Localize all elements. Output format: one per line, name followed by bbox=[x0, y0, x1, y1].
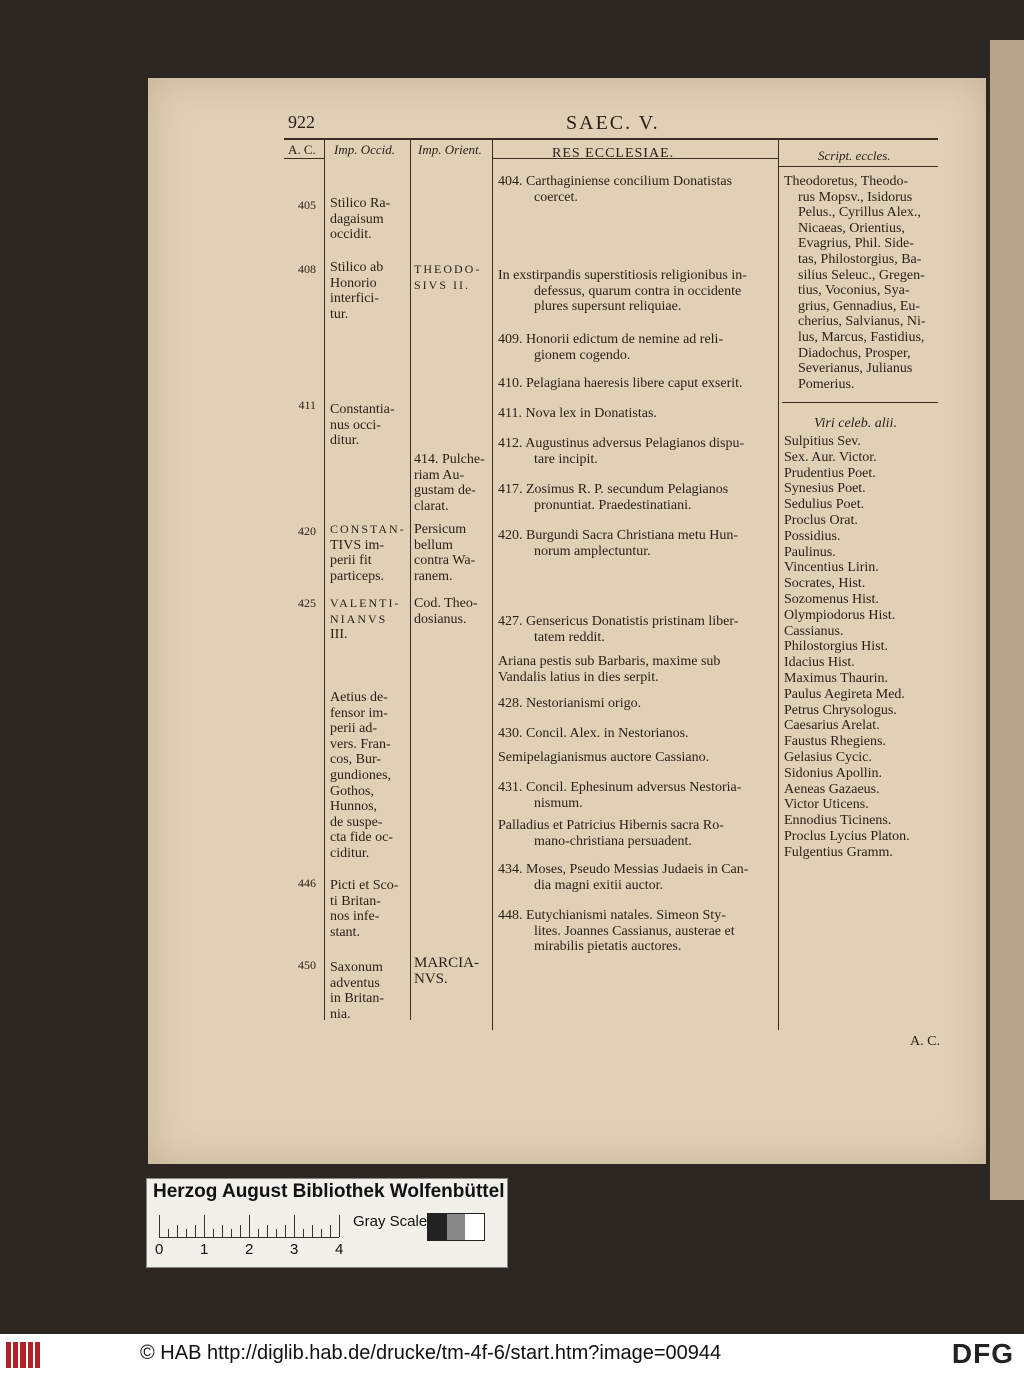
line: lus, Marcus, Fastidius, bbox=[798, 329, 925, 345]
ruler-tick bbox=[222, 1225, 223, 1237]
line: Victor Uticens. bbox=[784, 797, 869, 813]
dfg-logo-icon: DFG bbox=[951, 1338, 1014, 1369]
orient-420 bbox=[414, 522, 494, 584]
line: de suspe- bbox=[330, 814, 383, 830]
line: defessus, quarum contra in occidente bbox=[534, 283, 742, 299]
res-408 bbox=[498, 268, 778, 315]
occid-411 bbox=[330, 402, 410, 449]
line: cos, Bur- bbox=[330, 752, 382, 768]
ruler-tick bbox=[213, 1229, 214, 1237]
ruler-tick bbox=[294, 1215, 295, 1237]
line: dosianus. bbox=[414, 611, 467, 627]
line: Olympiodorus Hist. bbox=[784, 607, 896, 623]
viri-list bbox=[784, 434, 954, 861]
line: 420. Burgundi Sacra Christiana metu Hun- bbox=[498, 528, 739, 543]
line: ti Britan- bbox=[330, 893, 381, 909]
occid-408 bbox=[330, 260, 410, 322]
line: Stilico ab bbox=[330, 260, 384, 275]
line: Sidonius Apollin. bbox=[784, 765, 883, 781]
logo-bar bbox=[28, 1342, 33, 1368]
line: NVS. bbox=[414, 970, 448, 987]
line: Aetius de- bbox=[330, 690, 388, 705]
line: tas, Philostorgius, Ba- bbox=[798, 251, 922, 267]
year-450: 450 bbox=[298, 958, 316, 972]
ruler-number: 3 bbox=[290, 1241, 299, 1258]
line: 428. Nestorianismi origo. bbox=[498, 696, 642, 711]
line: Picti et Sco- bbox=[330, 878, 399, 893]
line: dagaisum bbox=[330, 211, 384, 227]
ruler-tick bbox=[258, 1229, 259, 1237]
line: 448. Eutychianismi natales. Simeon Sty- bbox=[498, 908, 726, 923]
year-446: 446 bbox=[298, 876, 316, 890]
line: mano-christiana persuadent. bbox=[534, 833, 692, 849]
line: Sedulius Poet. bbox=[784, 497, 865, 513]
occid-aetius bbox=[330, 690, 410, 862]
line: ranem. bbox=[414, 568, 453, 584]
line: Diadochus, Prosper, bbox=[798, 345, 911, 361]
adjacent-page-edge bbox=[990, 40, 1024, 1200]
column-rule-2 bbox=[410, 140, 411, 1020]
occid-420 bbox=[330, 522, 410, 584]
line: Constantia- bbox=[330, 402, 395, 417]
line: bellum bbox=[414, 537, 453, 553]
res-448 bbox=[498, 908, 778, 955]
line: clarat. bbox=[414, 498, 449, 514]
col-head-script: Script. eccles. bbox=[818, 148, 891, 163]
ruler-tick bbox=[159, 1215, 160, 1237]
ruler-number: 4 bbox=[335, 1241, 344, 1258]
ruler-tick bbox=[285, 1225, 286, 1237]
line: Evagrius, Phil. Side- bbox=[798, 236, 914, 252]
ruler-tick bbox=[339, 1215, 340, 1237]
line: grius, Gennadius, Eu- bbox=[798, 298, 921, 314]
ruler-tick bbox=[204, 1215, 205, 1237]
footer-bar bbox=[0, 1334, 1024, 1374]
ruler-tick bbox=[186, 1229, 187, 1237]
occid-405 bbox=[330, 196, 410, 243]
col-head-occid: Imp. Occid. bbox=[334, 142, 396, 157]
line: Socrates, Hist. bbox=[784, 576, 866, 592]
ruler-tick bbox=[195, 1225, 196, 1237]
res-434 bbox=[498, 862, 778, 893]
line: tur. bbox=[330, 306, 349, 322]
gray-patches bbox=[427, 1213, 485, 1241]
hab-logo-icon bbox=[6, 1342, 40, 1368]
ruler-tick bbox=[303, 1229, 304, 1237]
line: coercet. bbox=[534, 189, 578, 205]
line: perii fit bbox=[330, 553, 372, 569]
line: Gothos, bbox=[330, 783, 374, 799]
line: riam Au- bbox=[414, 467, 465, 483]
line: TIVS im- bbox=[330, 537, 385, 553]
ruler-number: 0 bbox=[155, 1241, 164, 1258]
orient-425 bbox=[414, 596, 494, 627]
line: SIVS II. bbox=[414, 277, 471, 292]
line: gustam de- bbox=[414, 483, 476, 499]
res-ariana bbox=[498, 654, 778, 685]
catchword: A. C. bbox=[910, 1034, 940, 1049]
res-428 bbox=[498, 696, 778, 712]
line: Petrus Chrysologus. bbox=[784, 702, 897, 718]
res-417 bbox=[498, 482, 778, 513]
line: Gelasius Cycic. bbox=[784, 749, 872, 765]
line: Vincentius Lirin. bbox=[784, 560, 879, 576]
line: Honorio bbox=[330, 275, 377, 291]
scriptores-list bbox=[784, 174, 944, 392]
line: 430. Concil. Alex. in Nestorianos. bbox=[498, 726, 689, 741]
line: Stilico Ra- bbox=[330, 196, 391, 211]
line: 409. Honorii edictum de nemine ad reli- bbox=[498, 332, 724, 347]
line: pronuntiat. Praedestinatiani. bbox=[534, 497, 692, 513]
line: Pelus., Cyrillus Alex., bbox=[798, 205, 921, 221]
line: nus occi- bbox=[330, 417, 381, 433]
ruler-tick bbox=[267, 1225, 268, 1237]
column-rule-1 bbox=[324, 140, 325, 1020]
res-404 bbox=[498, 174, 778, 205]
header-rule bbox=[284, 138, 938, 140]
orient-450 bbox=[414, 956, 494, 987]
year-405: 405 bbox=[298, 198, 316, 212]
line: Proclus Orat. bbox=[784, 512, 858, 528]
line: perii ad- bbox=[330, 721, 378, 737]
res-427 bbox=[498, 614, 778, 645]
line: cherius, Salvianus, Ni- bbox=[798, 314, 926, 330]
line: Cassianus. bbox=[784, 623, 844, 639]
line: Possidius. bbox=[784, 528, 841, 544]
ac-head-rule bbox=[284, 158, 324, 159]
line: THEODO- bbox=[414, 262, 482, 276]
line: silius Seleuc., Gregen- bbox=[798, 267, 925, 283]
res-410 bbox=[498, 376, 782, 392]
ruler-tick bbox=[168, 1229, 169, 1237]
res-409 bbox=[498, 332, 778, 363]
ruler-tick bbox=[312, 1225, 313, 1237]
line: mirabilis pietatis auctores. bbox=[534, 939, 682, 955]
gray-patch-black bbox=[428, 1214, 447, 1240]
res-palladius bbox=[498, 818, 778, 849]
res-420 bbox=[498, 528, 778, 559]
source-link[interactable]: © HAB http://diglib.hab.de/drucke/tm-4f-6/start.htm?image=00944 bbox=[140, 1342, 722, 1364]
line: 404. Carthaginiense concilium Donatistas bbox=[498, 174, 733, 189]
line: Synesius Poet. bbox=[784, 481, 866, 497]
line: Pomerius. bbox=[798, 376, 855, 392]
res-412 bbox=[498, 436, 778, 467]
line: Palladius et Patricius Hibernis sacra Ro- bbox=[498, 818, 724, 833]
line: fensor im- bbox=[330, 705, 388, 721]
line: cta fide oc- bbox=[330, 830, 393, 846]
occid-450 bbox=[330, 960, 410, 1022]
logo-bar bbox=[13, 1342, 18, 1368]
line: VALENTI- bbox=[330, 596, 401, 610]
line: Philostorgius Hist. bbox=[784, 639, 888, 655]
ruler-tick bbox=[321, 1229, 322, 1237]
line: norum amplectuntur. bbox=[534, 543, 651, 559]
line: 411. Nova lex in Donatistas. bbox=[498, 406, 657, 421]
library-name: Herzog August Bibliothek Wolfenbüttel bbox=[153, 1181, 505, 1202]
line: Idacius Hist. bbox=[784, 655, 855, 671]
gray-scale-target bbox=[146, 1178, 508, 1268]
line: Maximus Thaurin. bbox=[784, 670, 888, 686]
ruler-numbers bbox=[155, 1241, 380, 1258]
year-408: 408 bbox=[298, 262, 316, 276]
orient-408 bbox=[414, 262, 494, 293]
line: 410. Pelagiana haeresis libere caput exserit. bbox=[498, 376, 743, 391]
line: nia. bbox=[330, 1006, 351, 1022]
col-head-res: RES ECCLESIAE. bbox=[552, 146, 675, 161]
res-430 bbox=[498, 726, 778, 742]
page-number: 922 bbox=[288, 112, 315, 132]
line: Ariana pestis sub Barbaris, maxime sub bbox=[498, 654, 721, 669]
res-431 bbox=[498, 780, 778, 811]
line: Saxonum bbox=[330, 960, 383, 975]
line: Hunnos, bbox=[330, 799, 378, 815]
line: 417. Zosimus R. P. secundum Pelagianos bbox=[498, 482, 729, 497]
res-semipelagianismus bbox=[498, 750, 778, 766]
line: Sozomenus Hist. bbox=[784, 591, 879, 607]
line: In exstirpandis superstitiosis religionibus in- bbox=[498, 268, 747, 283]
year-420: 420 bbox=[298, 524, 316, 538]
year-425: 425 bbox=[298, 596, 316, 610]
line: Ennodius Ticinens. bbox=[784, 813, 892, 829]
viri-heading: Viri celeb. alii. bbox=[814, 416, 897, 431]
line: Nicaeas, Orientius, bbox=[798, 220, 905, 236]
ruler-number: 1 bbox=[200, 1241, 209, 1258]
ruler-number: 2 bbox=[245, 1241, 254, 1258]
column-rule-4 bbox=[778, 140, 779, 1030]
line: Semipelagianismus auctore Cassiano. bbox=[498, 750, 710, 765]
line: gionem cogendo. bbox=[534, 347, 631, 363]
col-head-ac: A. C. bbox=[288, 142, 316, 157]
line: MARCIA- bbox=[414, 955, 480, 971]
line: tare incipit. bbox=[534, 451, 598, 467]
col-head-orient: Imp. Orient. bbox=[418, 142, 482, 157]
line: Paulinus. bbox=[784, 544, 836, 560]
line: ditur. bbox=[330, 433, 360, 449]
ruler-tick bbox=[231, 1229, 232, 1237]
line: 434. Moses, Pseudo Messias Judaeis in Can- bbox=[498, 862, 749, 877]
line: ciditur. bbox=[330, 845, 370, 861]
line: Fulgentius Gramm. bbox=[784, 844, 893, 860]
line: gundiones, bbox=[330, 767, 392, 783]
line: rus Mopsv., Isidorus bbox=[798, 189, 913, 205]
page-title: SAEC. V. bbox=[566, 112, 660, 134]
line: tatem reddit. bbox=[534, 629, 605, 645]
line: Vandalis latius in dies serpit. bbox=[498, 669, 659, 685]
line: Aeneas Gazaeus. bbox=[784, 781, 880, 797]
logo-bar bbox=[6, 1342, 11, 1368]
ruler bbox=[159, 1215, 339, 1238]
logo-bar bbox=[20, 1342, 25, 1368]
line: lites. Joannes Cassianus, austerae et bbox=[534, 923, 735, 939]
line: 427. Gensericus Donatistis pristinam liber- bbox=[498, 614, 739, 629]
line: Proclus Lycius Platon. bbox=[784, 828, 910, 844]
line: plures supersunt reliquiae. bbox=[534, 299, 682, 315]
line: 414. Pulche- bbox=[414, 452, 485, 467]
ruler-tick bbox=[330, 1225, 331, 1237]
line: particeps. bbox=[330, 568, 385, 584]
ruler-tick bbox=[240, 1225, 241, 1237]
line: III. bbox=[330, 627, 348, 643]
script-head-rule bbox=[778, 166, 938, 167]
line: Cod. Theo- bbox=[414, 596, 478, 611]
gray-patch-mid bbox=[447, 1214, 466, 1240]
line: 412. Augustinus adversus Pelagianos dispu- bbox=[498, 436, 745, 451]
occid-425 bbox=[330, 596, 410, 643]
line: 431. Concil. Ephesinum adversus Nestoria- bbox=[498, 780, 742, 795]
line: in Britan- bbox=[330, 991, 385, 1007]
occid-446 bbox=[330, 878, 410, 940]
gray-scale-label: Gray Scale bbox=[353, 1213, 428, 1230]
line: NIANVS bbox=[330, 611, 388, 626]
line: dia magni exitii auctor. bbox=[534, 877, 664, 893]
line: Persicum bbox=[414, 522, 467, 537]
gray-patch-white bbox=[465, 1214, 484, 1240]
line: occidit. bbox=[330, 227, 372, 243]
line: Paulus Aegireta Med. bbox=[784, 686, 905, 702]
viri-divider bbox=[782, 402, 938, 403]
line: nos infe- bbox=[330, 909, 380, 925]
line: Severianus, Julianus bbox=[798, 361, 913, 377]
year-411: 411 bbox=[298, 398, 316, 412]
line: Theodoretus, Theodo- bbox=[784, 174, 909, 189]
line: nismum. bbox=[534, 795, 583, 811]
logo-bar bbox=[35, 1342, 40, 1368]
ruler-tick bbox=[177, 1225, 178, 1237]
orient-414 bbox=[414, 452, 494, 514]
line: Sulpitius Sev. bbox=[784, 434, 861, 449]
line: contra Wa- bbox=[414, 553, 476, 569]
res-411 bbox=[498, 406, 778, 422]
line: Prudentius Poet. bbox=[784, 465, 876, 481]
ruler-tick bbox=[249, 1215, 250, 1237]
line: adventus bbox=[330, 975, 380, 991]
line: Caesarius Arelat. bbox=[784, 718, 880, 734]
ruler-tick bbox=[276, 1229, 277, 1237]
line: Faustus Rhegiens. bbox=[784, 734, 886, 750]
line: CONSTAN- bbox=[330, 522, 406, 536]
line: Sex. Aur. Victor. bbox=[784, 449, 877, 465]
line: stant. bbox=[330, 924, 360, 940]
line: tius, Voconius, Sya- bbox=[798, 283, 910, 299]
line: vers. Fran- bbox=[330, 736, 391, 752]
line: interfici- bbox=[330, 291, 379, 307]
